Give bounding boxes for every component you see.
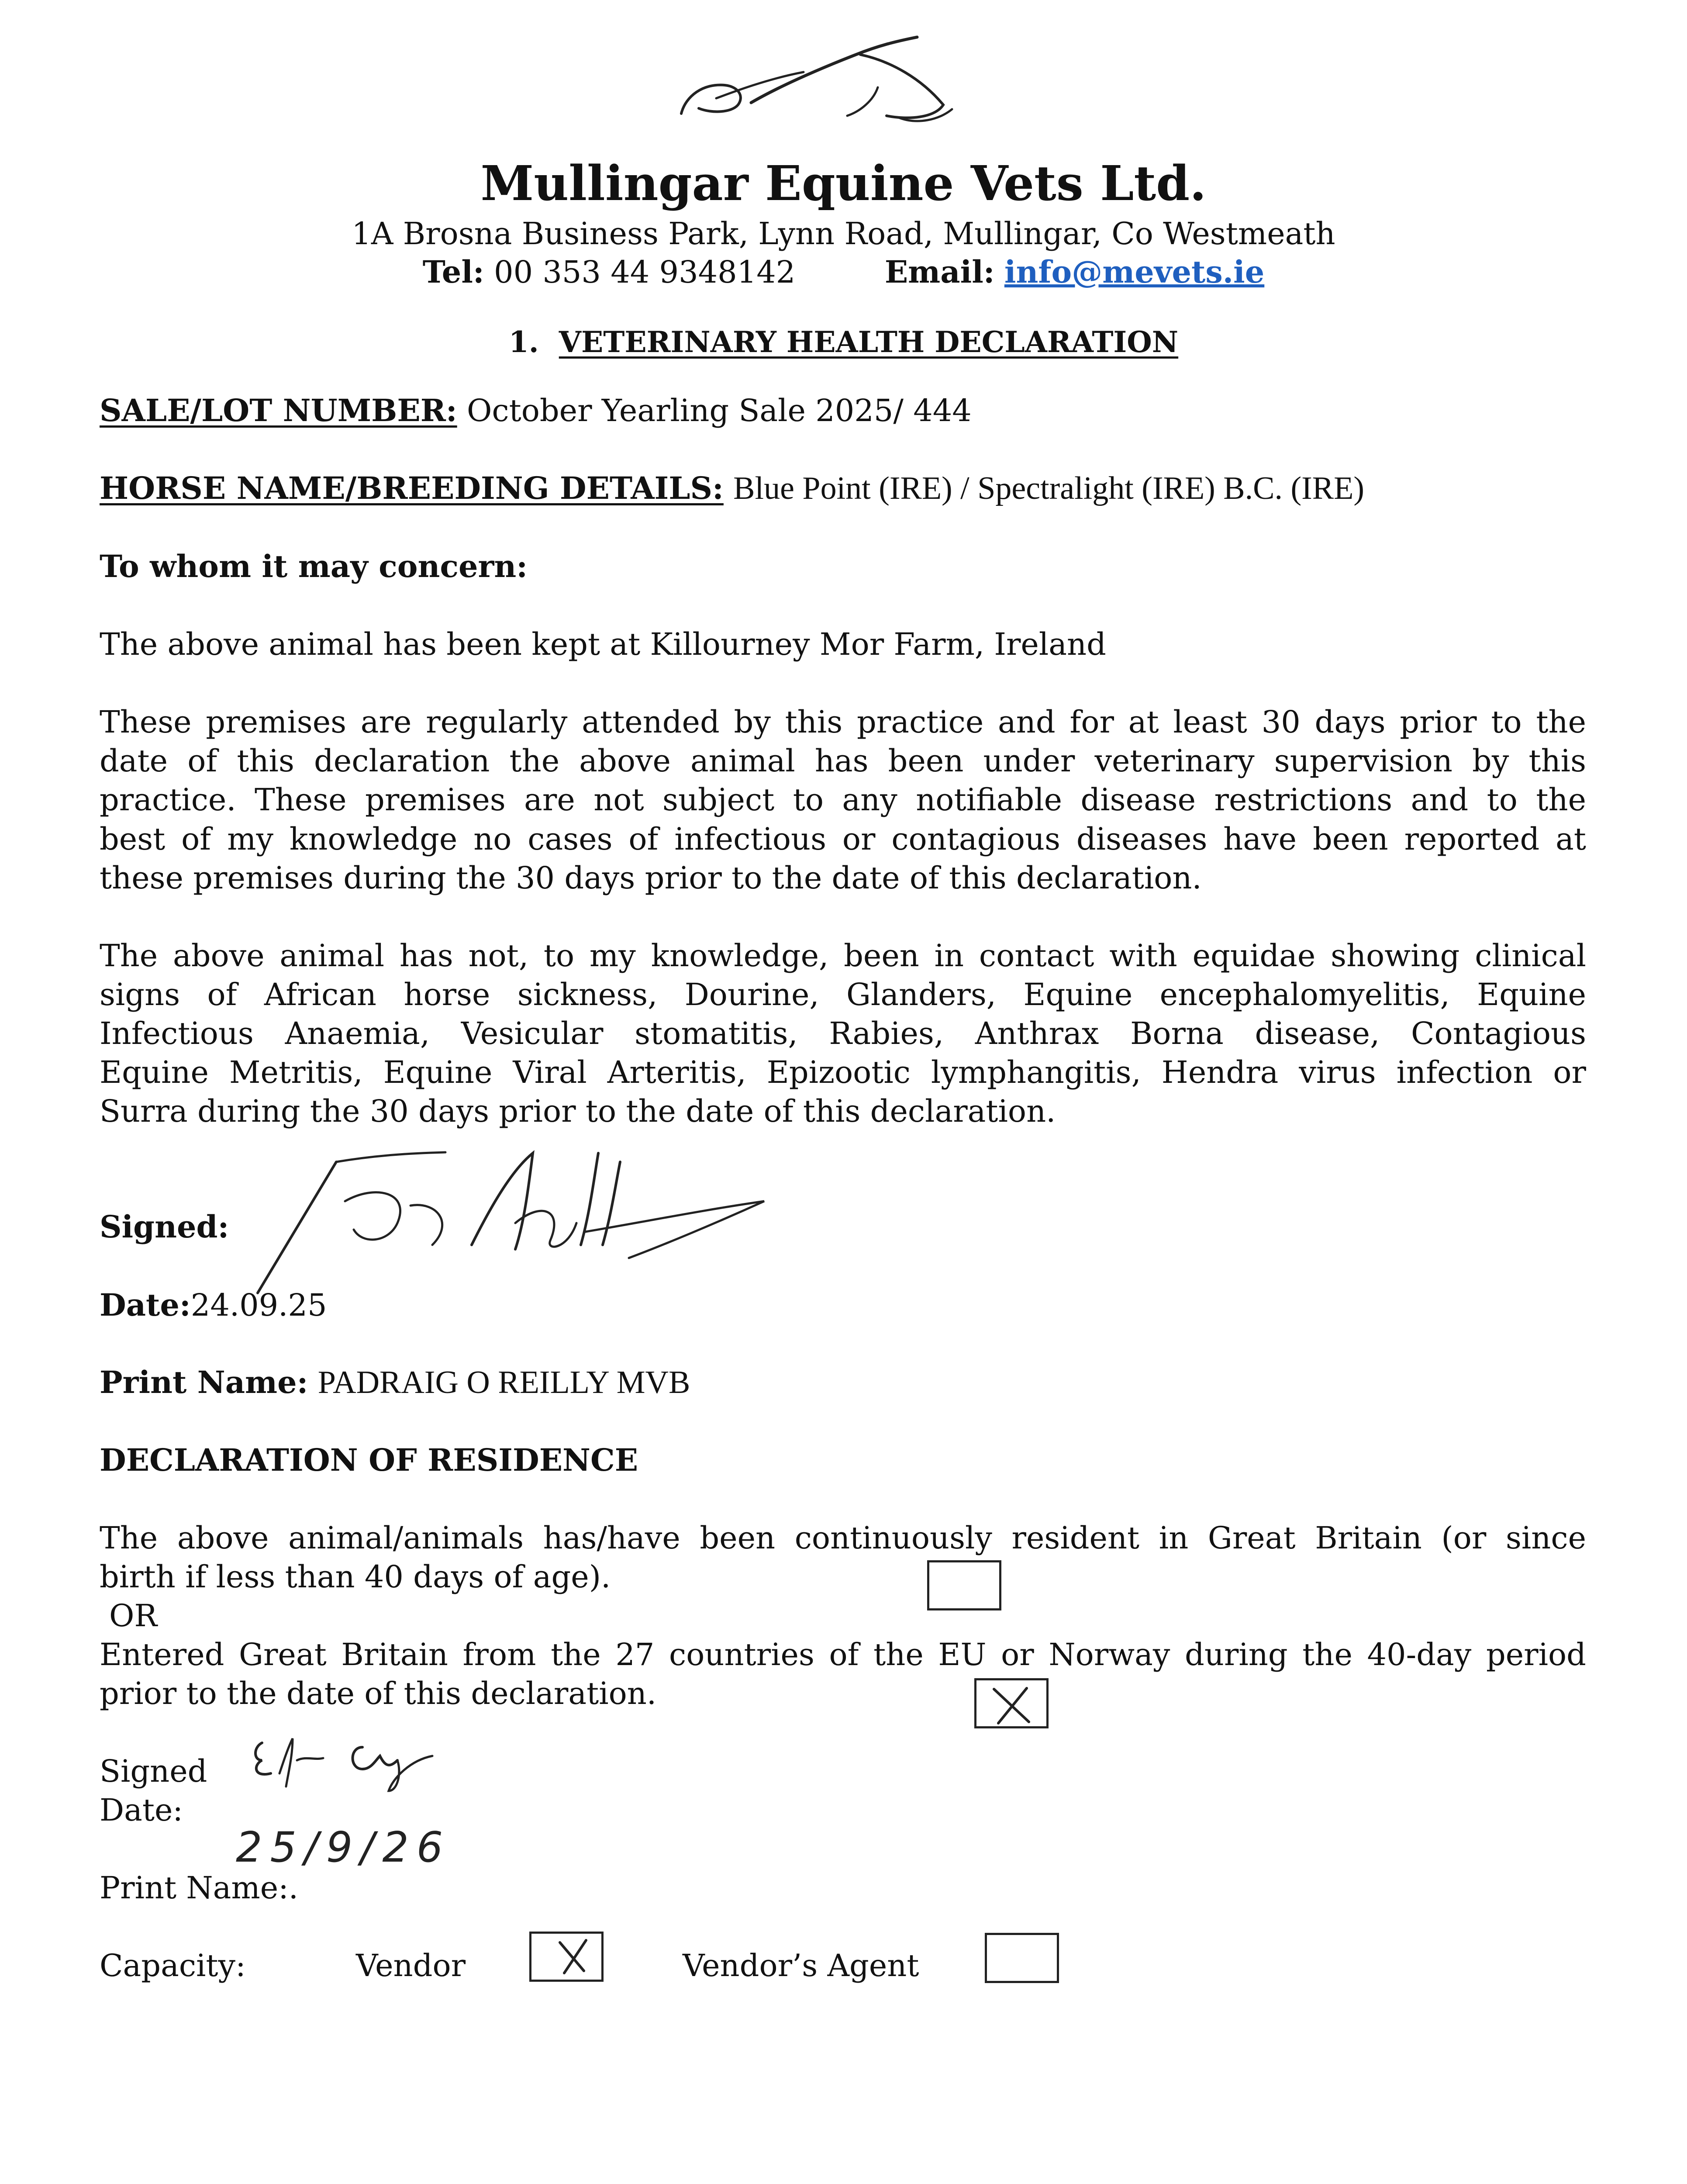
vet-date-line: [100, 1286, 327, 1325]
vendor-signature: [245, 1730, 445, 1800]
vet-date-value: 24.09.25: [190, 1287, 327, 1323]
para2-line: Equine Metritis, Equine Viral Arteritis, Epizootic lymphangitis, Hendra virus infection or: [100, 1054, 1586, 1090]
horse-label: HORSE NAME/BREEDING DETAILS:: [100, 470, 724, 506]
agent-label: Vendor’s Agent: [683, 1948, 919, 1984]
residence-option2-line: prior to the date of this declaration.: [100, 1676, 657, 1711]
sale-lot-value: October Yearling Sale 2025/ 444: [466, 393, 972, 429]
vet-print-value: PADRAIG O REILLY MVB: [317, 1365, 690, 1400]
kept-at: The above animal has been kept at Killourney Mor Farm, Ireland: [100, 626, 1106, 662]
sale-lot-label: SALE/LOT NUMBER:: [100, 392, 457, 429]
tel-value: 00 353 44 9348142: [494, 254, 796, 290]
section-number: 1.: [508, 325, 539, 359]
para1-line: These premises are regularly attended by this practice and for at least 30 days prior to the: [100, 704, 1586, 740]
residence-option2-line: Entered Great Britain from the 27 countries of the EU or Norway during the 40-day period: [100, 1637, 1586, 1673]
residence-or: OR: [109, 1598, 158, 1634]
para2-line: signs of African horse sickness, Dourine, Glanders, Equine encephalomyelitis, Equine: [100, 977, 1586, 1013]
vet-date-label: Date:: [100, 1287, 191, 1323]
para1-line: these premises during the 30 days prior to the date of this declaration.: [100, 860, 1202, 896]
capacity-label: Capacity:: [100, 1948, 246, 1984]
para2-line: The above animal has not, to my knowledge, been in contact with equidae showing clinical: [100, 938, 1586, 974]
horse-heads-logo: [673, 31, 969, 135]
para2-line: Surra during the 30 days prior to the date of this declaration.: [100, 1093, 1056, 1129]
para1-line: practice. These premises are not subject to any notifiable disease restrictions and to the: [100, 782, 1586, 818]
vet-signed-label: Signed:: [100, 1209, 229, 1245]
residence-option1-line: birth if less than 40 days of age).: [100, 1559, 611, 1595]
email-label: Email:: [884, 254, 995, 290]
checkbox-x-mark-icon: [985, 1685, 1038, 1724]
contact-line: [0, 252, 1687, 292]
section-heading: VETERINARY HEALTH DECLARATION: [559, 325, 1179, 359]
para1-line: date of this declaration the above animal has been under veterinary supervision by this: [100, 743, 1586, 779]
company-name: Mullingar Equine Vets Ltd.: [480, 155, 1207, 211]
horse-value: Blue Point (IRE) / Spectralight (IRE) B.C. (IRE): [733, 470, 1364, 506]
vendor-label: Vendor: [356, 1948, 466, 1984]
salutation: To whom it may concern:: [100, 548, 528, 584]
vet-print-label: Print Name:: [100, 1364, 308, 1400]
vendor-print-label: Print Name:.: [100, 1870, 299, 1906]
tel-label: Tel:: [422, 254, 484, 290]
para2-line: Infectious Anaemia, Vesicular stomatitis, Rabies, Anthrax Borna disease, Contagious: [100, 1016, 1586, 1051]
email-link[interactable]: info@mevets.ie: [1004, 254, 1265, 290]
agent-checkbox[interactable]: [985, 1933, 1059, 1983]
horse-line: [100, 469, 1364, 508]
vendor-checkbox[interactable]: [529, 1932, 604, 1982]
option2-checkbox[interactable]: [974, 1678, 1049, 1728]
residence-option1-line: The above animal/animals has/have been continuously resident in Great Britain (or since: [100, 1520, 1586, 1556]
company-address: 1A Brosna Business Park, Lynn Road, Mullingar, Co Westmeath: [352, 216, 1335, 252]
residence-title: DECLARATION OF RESIDENCE: [100, 1442, 638, 1478]
vendor-signed-label: Signed: [100, 1753, 207, 1789]
vendor-handwritten-date: 25/9/26: [236, 1824, 451, 1872]
checkbox-x-mark-icon: [542, 1936, 595, 1975]
section-title: [0, 322, 1687, 362]
sale-lot-line: [100, 391, 972, 430]
vet-print-line: [100, 1363, 690, 1402]
option1-checkbox[interactable]: [927, 1560, 1001, 1610]
para1-line: best of my knowledge no cases of infectious or contagious diseases have been reported at: [100, 821, 1586, 857]
vendor-date-label: Date:: [100, 1792, 183, 1828]
